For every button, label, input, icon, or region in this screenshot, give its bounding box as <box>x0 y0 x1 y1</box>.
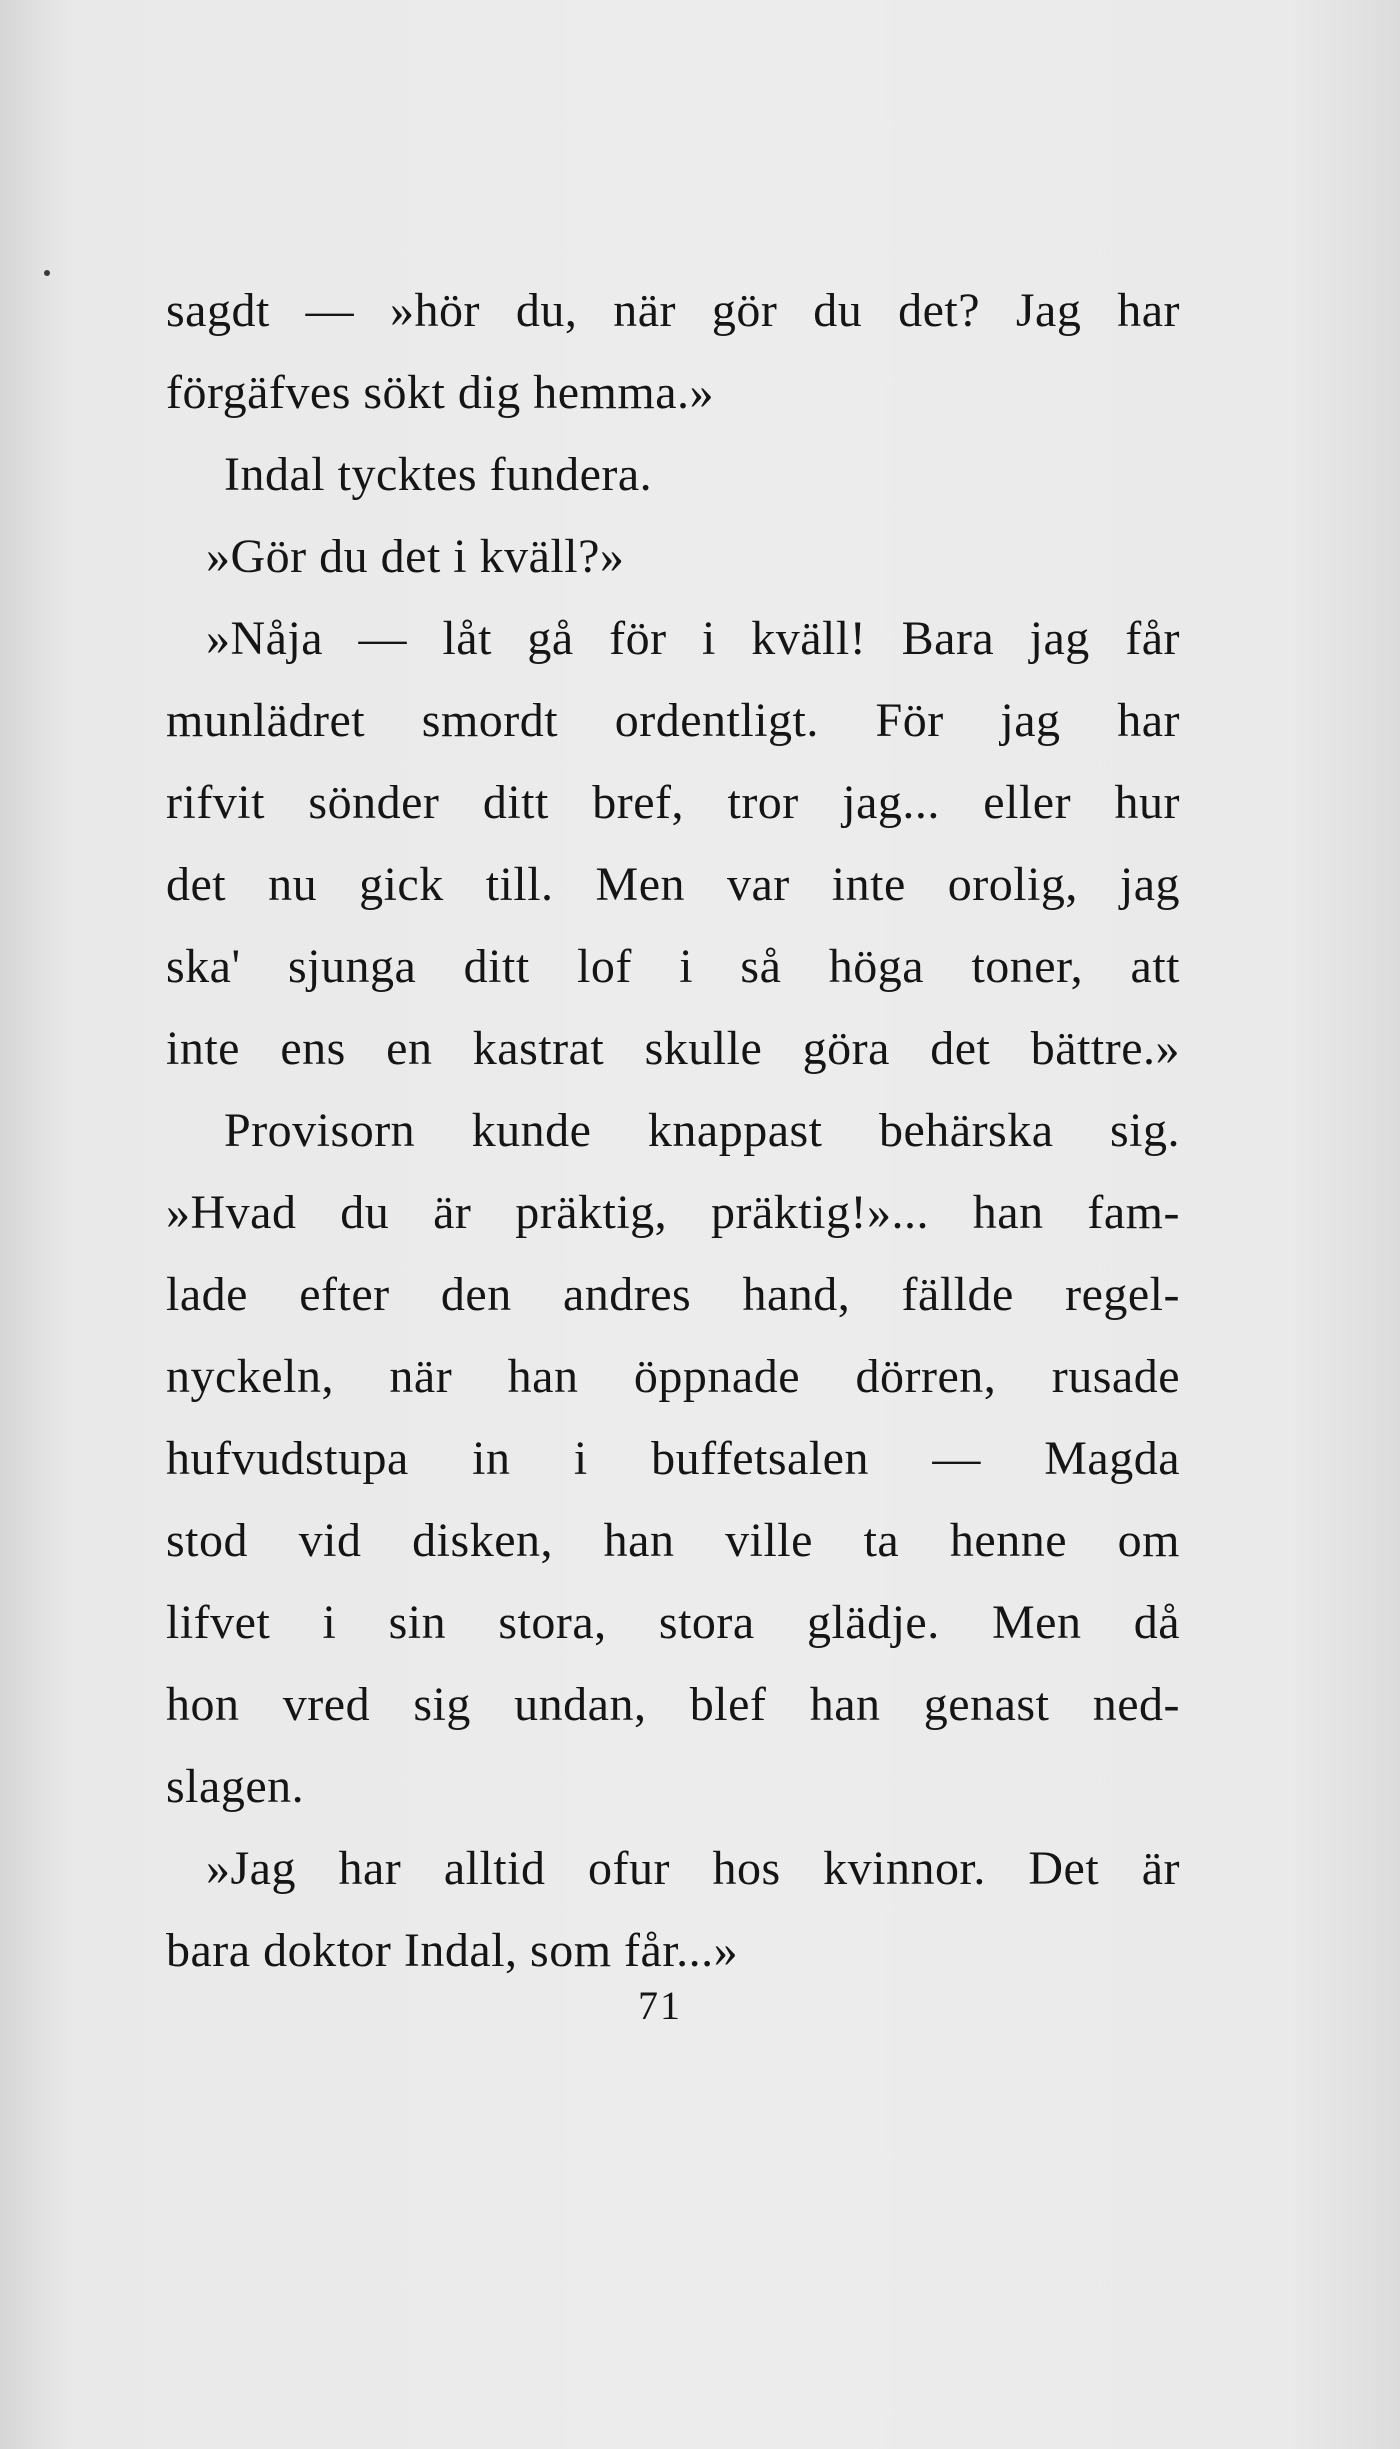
text-line-4: »Gör du det i kväll?» <box>206 530 625 583</box>
text-line-2: förgäfves sökt dig hemma.» <box>166 366 715 419</box>
text-line-12: »Hvad du är präktig, präktig!»... han fam- <box>166 1186 1180 1239</box>
text-line-7: rifvit sönder ditt bref, tror jag... eller hur <box>166 776 1180 829</box>
text-line-9: ska' sjunga ditt lof i så höga toner, att <box>166 940 1180 993</box>
page-number: 71 <box>638 1983 682 2028</box>
text-line-16: stod vid disken, han ville ta henne om <box>166 1514 1180 1567</box>
text-line-8: det nu gick till. Men var inte orolig, jag <box>166 858 1180 911</box>
text-line-21: bara doktor Indal, som får...» <box>166 1924 739 1977</box>
text-line-19: slagen. <box>166 1760 305 1813</box>
text-line-3: Indal tycktes fundera. <box>224 448 653 501</box>
text-line-1: sagdt — »hör du, när gör du det? Jag har <box>166 284 1180 337</box>
text-line-11: Provisorn kunde knappast behärska sig. <box>224 1104 1180 1157</box>
text-line-10: inte ens en kastrat skulle göra det bättre.» <box>166 1022 1180 1075</box>
ink-speck <box>44 270 50 276</box>
text-line-5: »Nåja — låt gå för i kväll! Bara jag får <box>206 612 1180 665</box>
text-line-6: munlädret smordt ordentligt. För jag har <box>166 694 1180 747</box>
text-line-13: lade efter den andres hand, fällde regel- <box>166 1268 1180 1321</box>
text-line-18: hon vred sig undan, blef han genast ned- <box>166 1678 1180 1731</box>
text-line-17: lifvet i sin stora, stora glädje. Men då <box>166 1596 1180 1649</box>
text-line-14: nyckeln, när han öppnade dörren, rusade <box>166 1350 1180 1403</box>
text-line-20: »Jag har alltid ofur hos kvinnor. Det är <box>206 1842 1180 1895</box>
text-line-15: hufvudstupa in i buffetsalen — Magda <box>166 1432 1180 1485</box>
